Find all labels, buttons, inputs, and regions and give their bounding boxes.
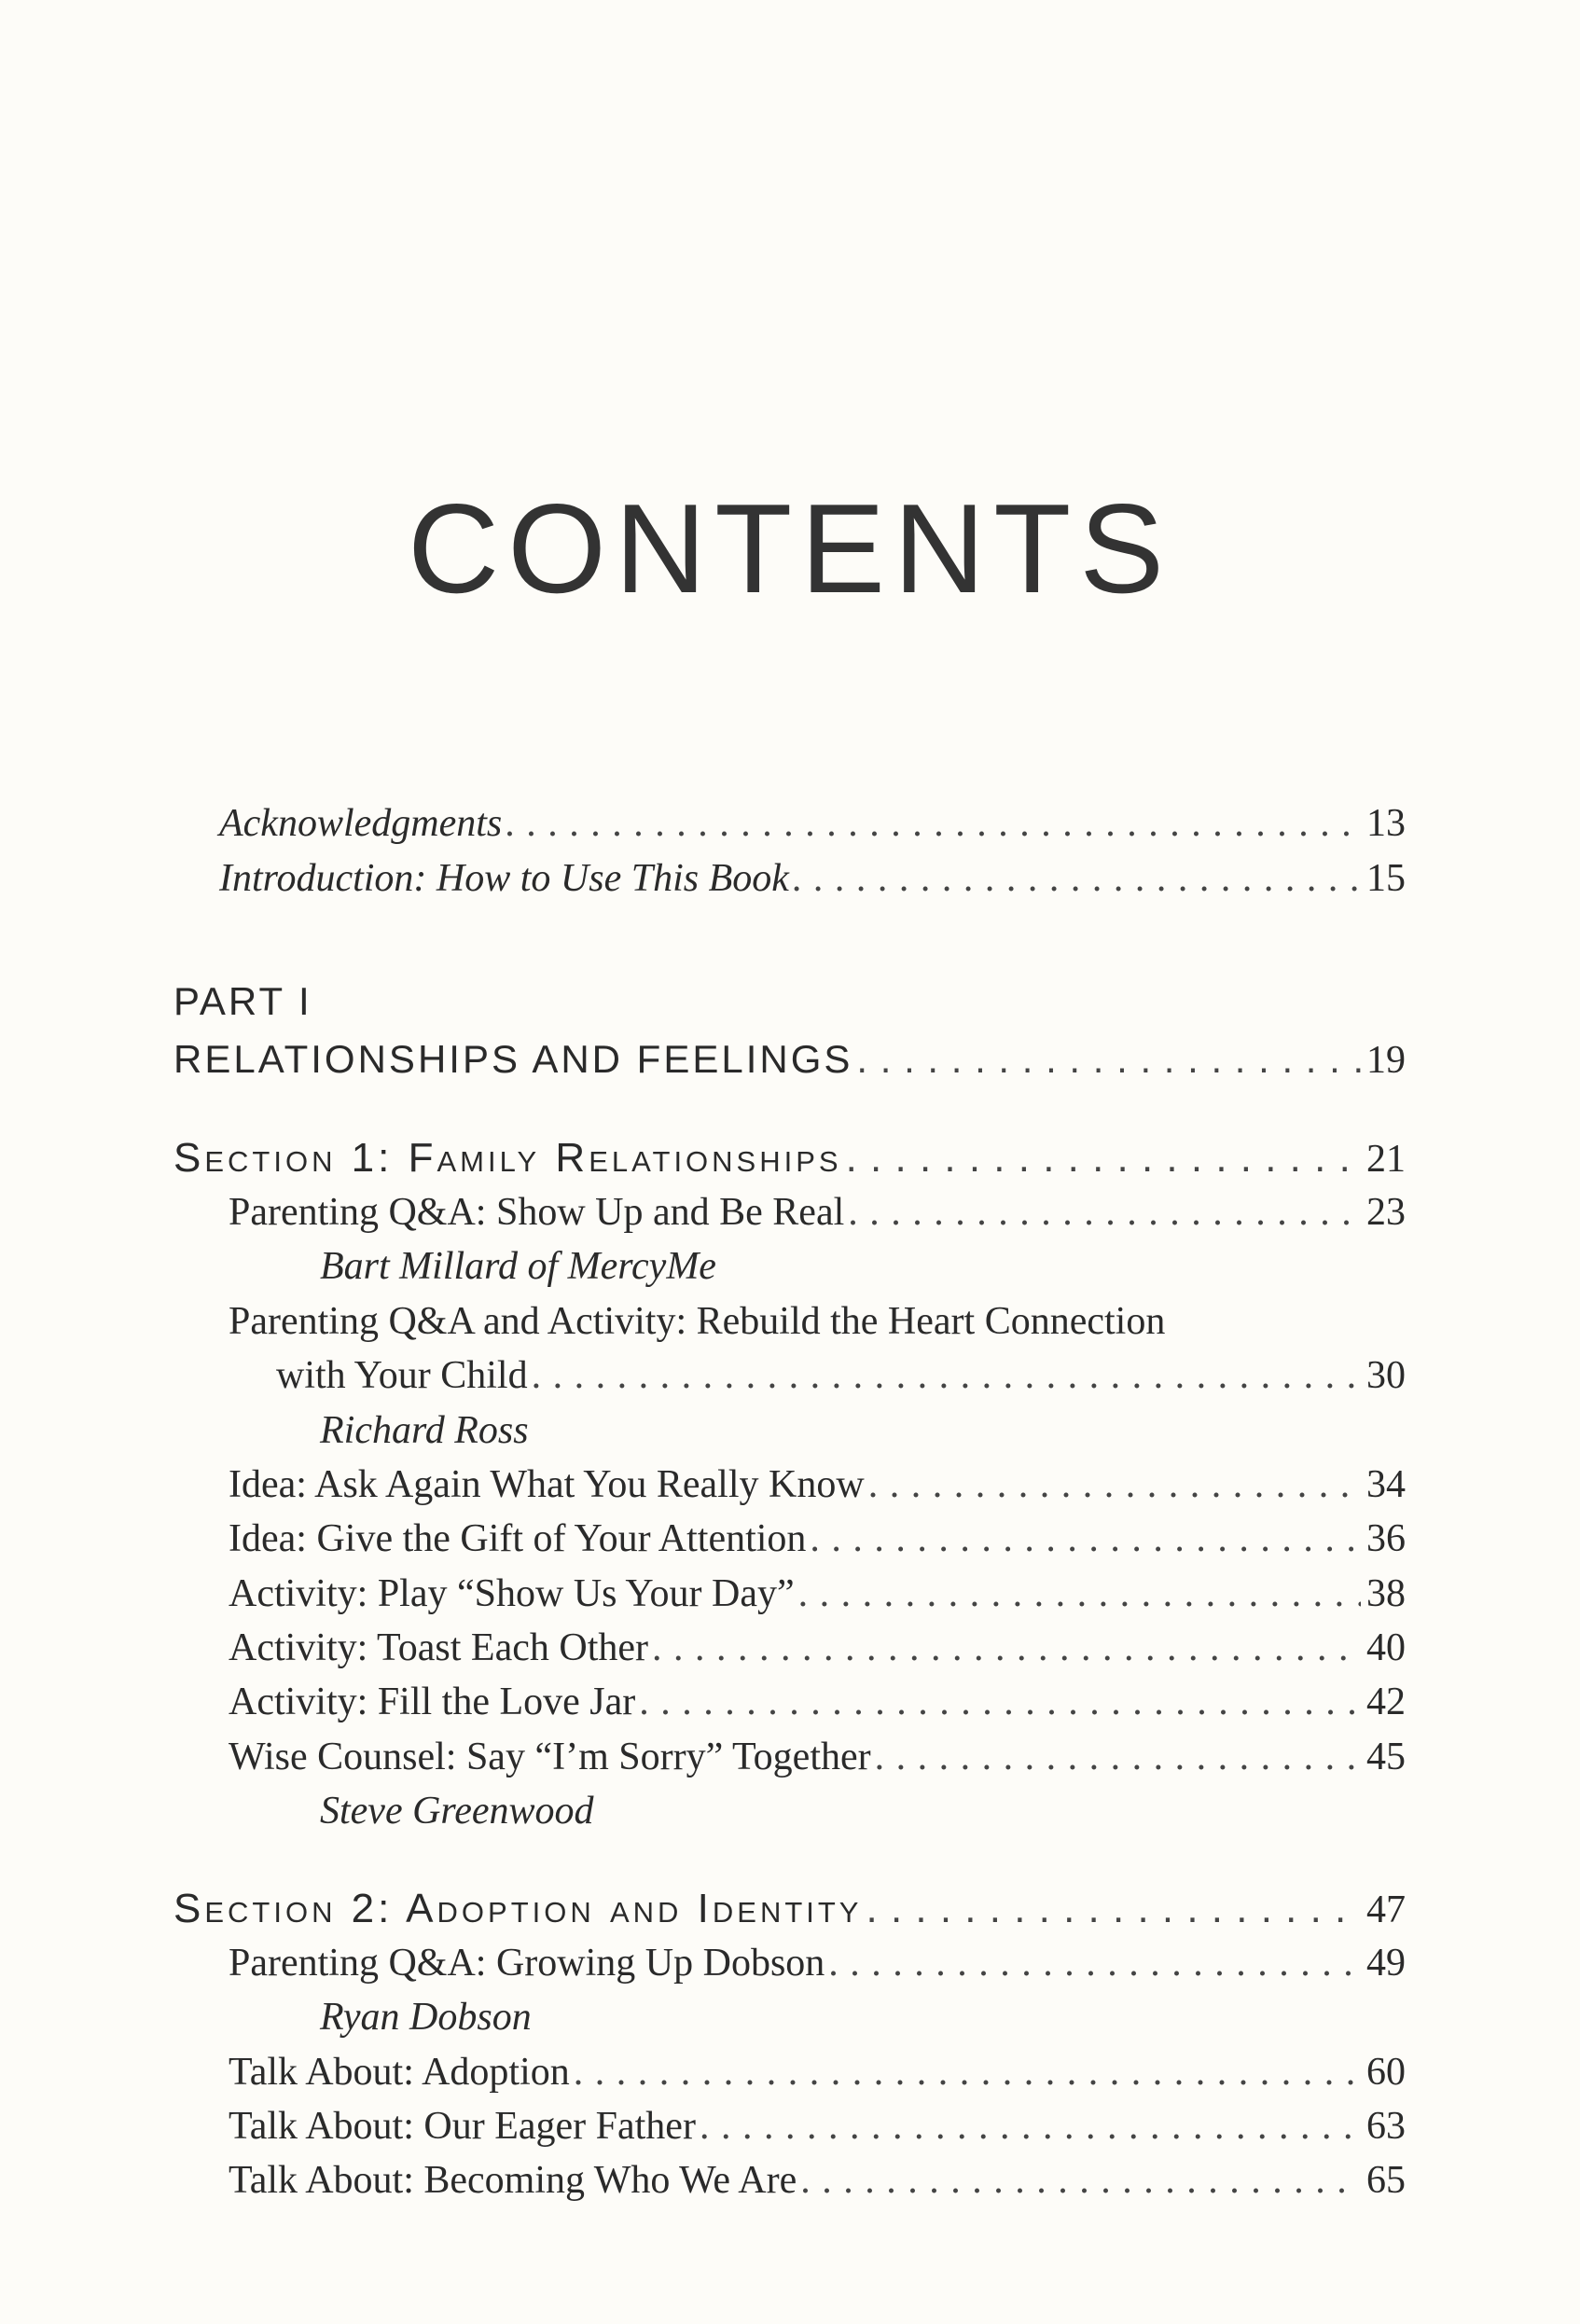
dot-leader bbox=[574, 2053, 1361, 2092]
part-label: PART I bbox=[173, 979, 312, 1023]
toc-page-number: 21 bbox=[1366, 1138, 1406, 1181]
toc-page-number: 45 bbox=[1366, 1736, 1406, 1778]
toc-page-number: 15 bbox=[1366, 857, 1406, 900]
dot-leader bbox=[700, 2107, 1361, 2146]
toc-entry[interactable] bbox=[229, 1574, 1406, 1613]
toc-page-number: 34 bbox=[1366, 1463, 1406, 1506]
toc-entry-author: Bart Millard of MercyMe bbox=[320, 1245, 716, 1288]
toc-entry[interactable] bbox=[229, 1193, 1406, 1232]
toc-page-number: 40 bbox=[1366, 1626, 1406, 1669]
toc-entry-part-1[interactable] bbox=[173, 1037, 1406, 1082]
toc-page-number: 60 bbox=[1366, 2051, 1406, 2094]
toc-entry-label: Activity: Toast Each Other bbox=[229, 1626, 649, 1669]
dot-leader bbox=[532, 1356, 1361, 1395]
dot-leader bbox=[828, 1944, 1361, 1983]
toc-entry-author: Ryan Dobson bbox=[320, 1996, 532, 2039]
toc-entry[interactable] bbox=[229, 1628, 1406, 1667]
toc-page-number: 23 bbox=[1366, 1191, 1406, 1234]
toc-entry-label: Idea: Give the Gift of Your Attention bbox=[229, 1517, 807, 1560]
dot-leader bbox=[793, 859, 1361, 898]
dot-leader bbox=[652, 1628, 1361, 1667]
dot-leader bbox=[856, 1040, 1361, 1079]
toc-page-number: 47 bbox=[1366, 1888, 1406, 1931]
toc-entry[interactable] bbox=[229, 2161, 1406, 2200]
toc-entry-label-line1[interactable]: Parenting Q&A and Activity: Rebuild the Heart Connection bbox=[229, 1300, 1166, 1343]
dot-leader bbox=[866, 1888, 1362, 1930]
dot-leader bbox=[848, 1193, 1361, 1232]
toc-entry-author: Steve Greenwood bbox=[320, 1790, 594, 1833]
toc-page-number: 30 bbox=[1366, 1354, 1406, 1397]
dot-leader bbox=[639, 1682, 1361, 1722]
toc-entry-label: Introduction: How to Use This Book bbox=[219, 857, 789, 900]
toc-section-2[interactable] bbox=[173, 1888, 1406, 1930]
dot-leader bbox=[846, 1138, 1361, 1179]
toc-entry-label: Talk About: Becoming Who We Are bbox=[229, 2159, 797, 2202]
toc-entry-label: Idea: Ask Again What You Really Know bbox=[229, 1463, 865, 1506]
toc-entry[interactable] bbox=[229, 2053, 1406, 2092]
dot-leader bbox=[810, 1519, 1361, 1558]
toc-entry[interactable] bbox=[229, 1737, 1406, 1777]
dot-leader bbox=[798, 1574, 1361, 1613]
toc-entry-introduction[interactable] bbox=[219, 859, 1406, 898]
toc-entry-label: Activity: Play “Show Us Your Day” bbox=[229, 1572, 795, 1615]
toc-entry-label: Parenting Q&A: Growing Up Dobson bbox=[229, 1942, 825, 1985]
toc-entry-label: Parenting Q&A: Show Up and Be Real bbox=[229, 1191, 845, 1234]
toc-entry[interactable] bbox=[229, 2107, 1406, 2146]
toc-entry-label: Acknowledgments bbox=[219, 802, 503, 845]
toc-entry-label: Wise Counsel: Say “I’m Sorry” Together bbox=[229, 1736, 871, 1778]
toc-entry[interactable] bbox=[229, 1944, 1406, 1983]
dot-leader bbox=[868, 1465, 1361, 1504]
toc-page-number: 19 bbox=[1366, 1039, 1406, 1082]
toc-entry-label-line2: with Your Child bbox=[276, 1354, 528, 1397]
toc-entry-label: Talk About: Adoption bbox=[229, 2051, 570, 2094]
toc-page-number: 13 bbox=[1366, 802, 1406, 845]
toc-entry-acknowledgments[interactable] bbox=[219, 804, 1406, 843]
toc-page-number: 38 bbox=[1366, 1572, 1406, 1615]
toc-page-number: 63 bbox=[1366, 2105, 1406, 2148]
toc-entry-label: Talk About: Our Eager Father bbox=[229, 2105, 696, 2148]
section-title: Section 2: Adoption and Identity bbox=[173, 1886, 863, 1931]
toc-page-number: 42 bbox=[1366, 1681, 1406, 1723]
dot-leader bbox=[800, 2161, 1361, 2200]
part-title: RELATIONSHIPS AND FEELINGS bbox=[173, 1037, 853, 1081]
toc-entry[interactable] bbox=[229, 1519, 1406, 1558]
toc-page-number: 65 bbox=[1366, 2159, 1406, 2202]
page-title: CONTENTS bbox=[408, 477, 1172, 619]
toc-page-number: 49 bbox=[1366, 1942, 1406, 1985]
toc-entry[interactable] bbox=[229, 1682, 1406, 1722]
dot-leader bbox=[506, 804, 1361, 843]
toc-entry[interactable] bbox=[229, 1465, 1406, 1504]
toc-page-number: 36 bbox=[1366, 1517, 1406, 1560]
toc-section-1[interactable] bbox=[173, 1135, 1406, 1181]
dot-leader bbox=[875, 1737, 1361, 1777]
toc-entry[interactable] bbox=[276, 1356, 1406, 1395]
section-title: Section 1: Family Relationships bbox=[173, 1135, 842, 1181]
toc-entry-author: Richard Ross bbox=[320, 1409, 529, 1452]
toc-entry-label: Activity: Fill the Love Jar bbox=[229, 1681, 636, 1723]
